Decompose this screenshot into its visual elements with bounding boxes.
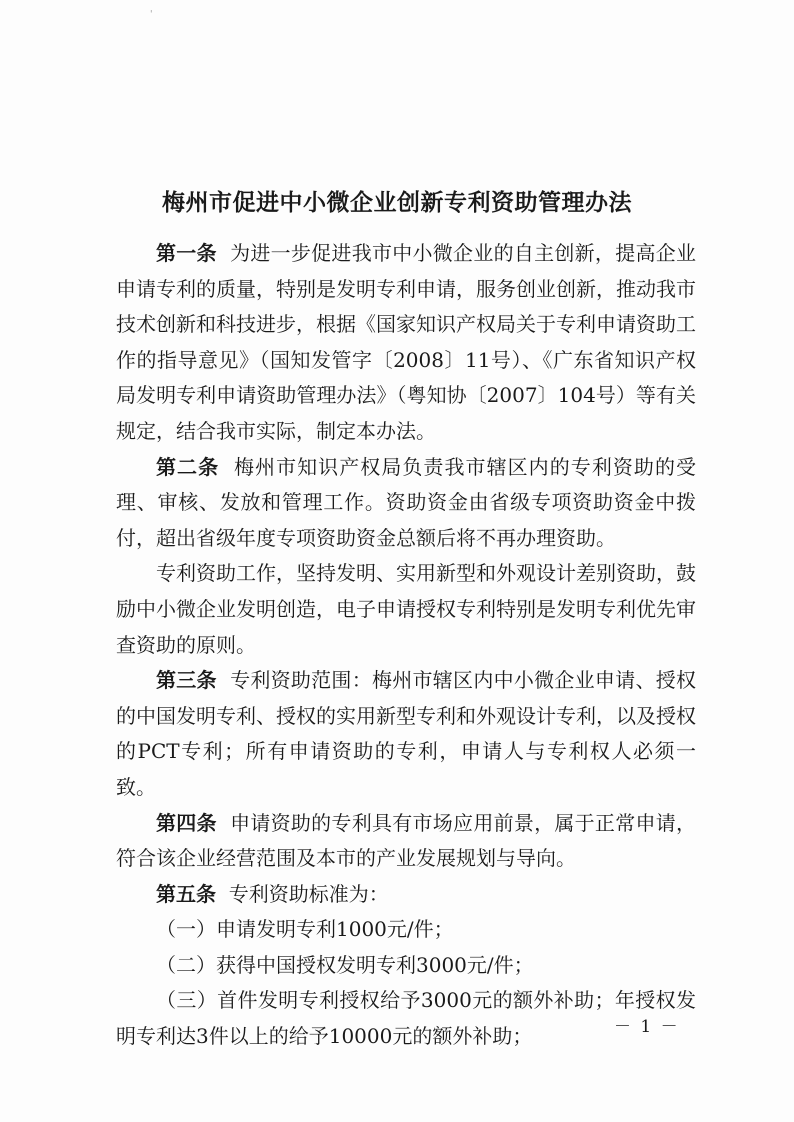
article-2 [116,450,696,557]
page-number: － 1 － [614,1017,680,1037]
article-1 [116,236,696,450]
document-body [116,236,696,1055]
article-3 [116,663,696,805]
article-text: 为进一步促进我市中小微企业的自主创新，提高企业申请专利的质量，特别是发明专利申请，服务创业创新，推动我市技术创新和科技进步，根据《国家知识产权局关于专利申请资助工作的指导意见》（国知发管字〔2008〕11号）、《广东省知识产权局发明专利申请资助管理办法》（粤知协〔2007〕104号）等有关规定，结合我市实际，制定本办法。 [116,241,697,443]
article-4 [116,806,696,877]
article-label: 第一条 [156,241,217,265]
list-item-text: （一）申请发明专利1000元/件； [156,917,454,942]
paragraph-text: 专利资助工作，坚持发明、实用新型和外观设计差别资助，鼓励中小微企业发明创造，电子申请授权专利特别是发明专利优先审查资助的原则。 [116,561,696,657]
article-text: 专利资助标准为： [228,881,389,906]
article-text: 专利资助范围：梅州市辖区内中小微企业申请、授权的中国发明专利、授权的实用新型专利和外观设计专利，以及授权的PCT专利；所有申请资助的专利，申请人与专利权人必须一致。 [116,668,697,799]
list-item-2 [116,948,696,984]
article-label: 第五条 [156,881,216,906]
document-title: 梅州市促进中小微企业创新专利资助管理办法 [162,189,632,217]
article-text: 申请资助的专利具有市场应用前景，属于正常申请，符合该企业经营范围及本市的产业发展规划与导向。 [116,810,697,871]
article-label: 第二条 [156,454,220,479]
article-text: 梅州市知识产权局负责我市辖区内的专利资助的受理、审核、发放和管理工作。资助资金由省级专项资助资金中拨付，超出省级年度专项资助资金总额后将不再办理资助。 [116,454,697,550]
list-item-text: （二）获得中国授权发明专利3000元/件； [156,952,534,977]
article-2-continuation [116,556,696,663]
article-5 [116,877,696,913]
article-label: 第三条 [156,668,217,693]
list-item-text: （三）首件发明专利授权给予3000元的额外补助；年授权发明专利达3件以上的给予10000元的额外补助； [116,988,696,1049]
list-item-1 [116,912,696,948]
article-label: 第四条 [156,810,217,835]
margin-mark: ' [150,10,153,20]
list-item-3 [116,983,696,1054]
